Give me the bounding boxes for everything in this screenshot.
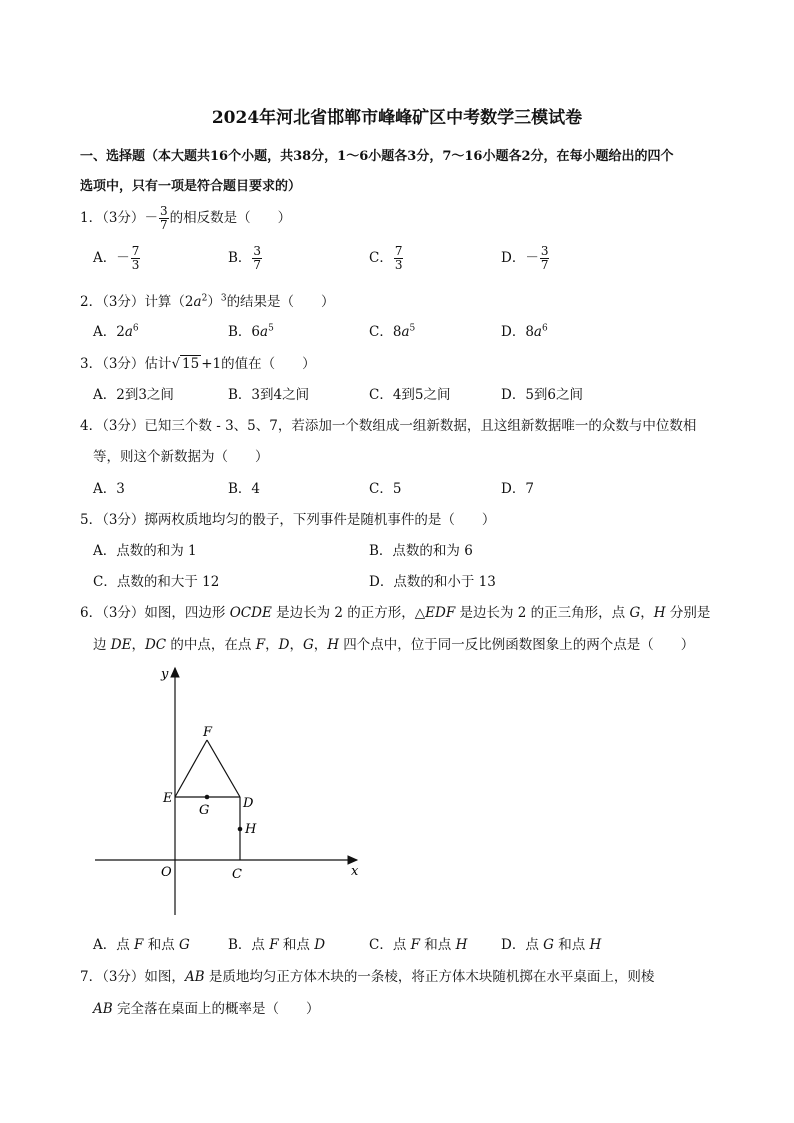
label-x: x: [351, 864, 359, 879]
q1-option-c[interactable]: C． $\frac{7}{3}$: [369, 244, 403, 272]
q4-option-d[interactable]: D．7: [501, 481, 534, 497]
q1-sign: －: [144, 210, 158, 226]
q5-option-d[interactable]: D．点数的和小于 13: [369, 574, 496, 590]
question-7-line-1: 7．（3分）如图，AB 是质地均匀正方体木块的一条棱，将正方体木块随机掷在水平桌面上，则棱: [80, 969, 655, 985]
label-g: G: [199, 803, 210, 818]
point-h: [238, 827, 243, 832]
question-5: 5．（3分）掷两枚质地均匀的骰子，下列事件是随机事件的是（ ）: [80, 512, 496, 528]
point-g: [205, 795, 210, 800]
q3-option-c[interactable]: C．4到5之间: [369, 387, 451, 403]
question-4-line-2: 等，则这个新数据为（ ）: [93, 449, 269, 465]
q1-number: 1．（3分）: [80, 210, 145, 226]
q4-option-c[interactable]: C．5: [369, 481, 402, 497]
q2-option-c[interactable]: C．$8a^5$: [369, 323, 416, 340]
question-6-line-2: 边 DE，DC 的中点，在点 F，D，G，H 四个点中，位于同一反比例函数图象上的两个点是（ ）: [93, 637, 695, 653]
question-1: [80, 205, 291, 232]
section-header-line-2: 选项中，只有一项是符合题目要求的）: [80, 179, 302, 194]
q1-text: 的相反数是（ ）: [169, 210, 292, 226]
q3-option-d[interactable]: D．5到6之间: [501, 387, 584, 403]
q5-option-b[interactable]: B．点数的和为 6: [369, 543, 473, 559]
page-title: 2024年河北省邯郸市峰峰矿区中考数学三模试卷: [211, 108, 583, 128]
segment-fd: [207, 740, 240, 797]
q3-option-a[interactable]: A．2到3之间: [93, 387, 174, 403]
label-c: C: [232, 867, 242, 882]
q5-option-a[interactable]: A．点数的和为 1: [93, 543, 197, 559]
question-6-line-1: 6．（3分）如图，四边形 OCDE 是边长为 2 的正方形，△EDF 是边长为 2 的正三角形，点 G，H 分别是: [80, 605, 711, 621]
label-f: F: [203, 725, 213, 740]
question-4-line-1: 4．（3分）已知三个数 - 3、5、7，若添加一个数组成一组新数据，且这组新数据唯一的众数与中位数相: [80, 418, 697, 434]
q2-option-b[interactable]: B．$6a^5$: [228, 323, 274, 340]
q5-option-c[interactable]: C．点数的和大于 12: [93, 574, 220, 590]
q1-option-b[interactable]: B． $\frac{3}{7}$: [228, 244, 262, 272]
q6-option-a[interactable]: A．点 F 和点 G: [93, 937, 190, 953]
q6-option-c[interactable]: C．点 F 和点 H: [369, 937, 468, 953]
q4-option-b[interactable]: B．4: [228, 481, 261, 497]
sqrt-symbol: √ 15: [171, 356, 200, 372]
q6-figure: [85, 660, 375, 925]
q1-option-a[interactable]: A．－ $\frac{7}{3}$: [93, 244, 140, 272]
section-header-line-1: 一、选择题（本大题共16个小题，共38分，1～6小题各3分，7～16小题各2分，在每小题给出的四个: [80, 149, 674, 164]
label-d: D: [243, 796, 254, 811]
q6-option-b[interactable]: B．点 F 和点 D: [228, 937, 326, 953]
segment-ef: [175, 740, 207, 797]
question-2: 2．（3分）计算$(2a^2)^3$的结果是（ ）: [80, 293, 335, 310]
label-h: H: [245, 822, 257, 837]
label-o: O: [161, 865, 172, 880]
q3-option-b[interactable]: B．3到4之间: [228, 387, 310, 403]
question-3: 3．（3分）估计√ 15 +1的值在（ ）: [80, 356, 316, 372]
question-7-line-2: AB 完全落在桌面上的概率是（ ）: [93, 1001, 320, 1017]
label-y: y: [161, 667, 169, 682]
q2-option-a[interactable]: A．$2a^6$: [93, 323, 139, 340]
q1-option-d[interactable]: D．－ $\frac{3}{7}$: [501, 244, 549, 272]
q1-fraction: $\frac{3}{7}$: [159, 204, 168, 232]
q2-option-d[interactable]: D．$8a^6$: [501, 323, 548, 340]
label-e: E: [163, 791, 173, 806]
q4-option-a[interactable]: A．3: [93, 481, 125, 497]
q6-option-d[interactable]: D．点 G 和点 H: [501, 937, 602, 953]
